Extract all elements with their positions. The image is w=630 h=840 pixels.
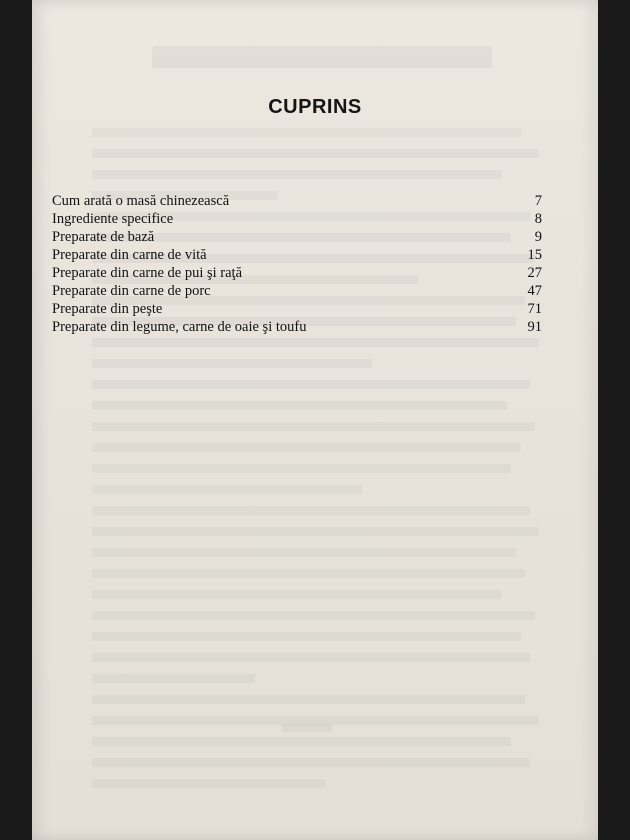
toc-entry <box>52 246 542 264</box>
toc-entry-title: Preparate din legume, carne de oaie şi toufu <box>52 319 307 335</box>
toc-entry-page: 47 <box>527 283 542 299</box>
toc-entry-page: 91 <box>527 319 542 335</box>
toc-entry-page: 71 <box>527 301 542 317</box>
toc-entry <box>52 282 542 300</box>
toc-entry-title: Ingrediente specifice <box>52 211 174 227</box>
page-title: CUPRINS <box>268 96 362 118</box>
toc-entry <box>52 318 542 336</box>
toc-entry <box>52 210 542 228</box>
toc-entry-title: Preparate din carne de vită <box>52 247 207 263</box>
toc-entry-title: Preparate din carne de porc <box>52 283 211 299</box>
bleed-through-page-number <box>282 724 332 732</box>
bleed-through-title <box>152 46 492 68</box>
toc-entry <box>52 192 542 210</box>
toc-entry-page: 15 <box>527 247 542 263</box>
toc-entry <box>52 300 542 318</box>
toc-entry-page: 27 <box>527 265 542 281</box>
table-of-contents <box>52 192 542 336</box>
toc-entry <box>52 228 542 246</box>
toc-entry-title: Cum arată o masă chinezească <box>52 193 230 209</box>
book-page <box>32 0 598 840</box>
toc-entry-title: Preparate din peşte <box>52 301 163 317</box>
toc-entry-page: 7 <box>534 193 542 209</box>
toc-entry <box>52 264 542 282</box>
toc-entry-title: Preparate de bază <box>52 229 155 245</box>
toc-entry-page: 9 <box>534 229 542 245</box>
toc-entry-title: Preparate din carne de pui şi raţă <box>52 265 243 281</box>
toc-entry-page: 8 <box>534 211 542 227</box>
